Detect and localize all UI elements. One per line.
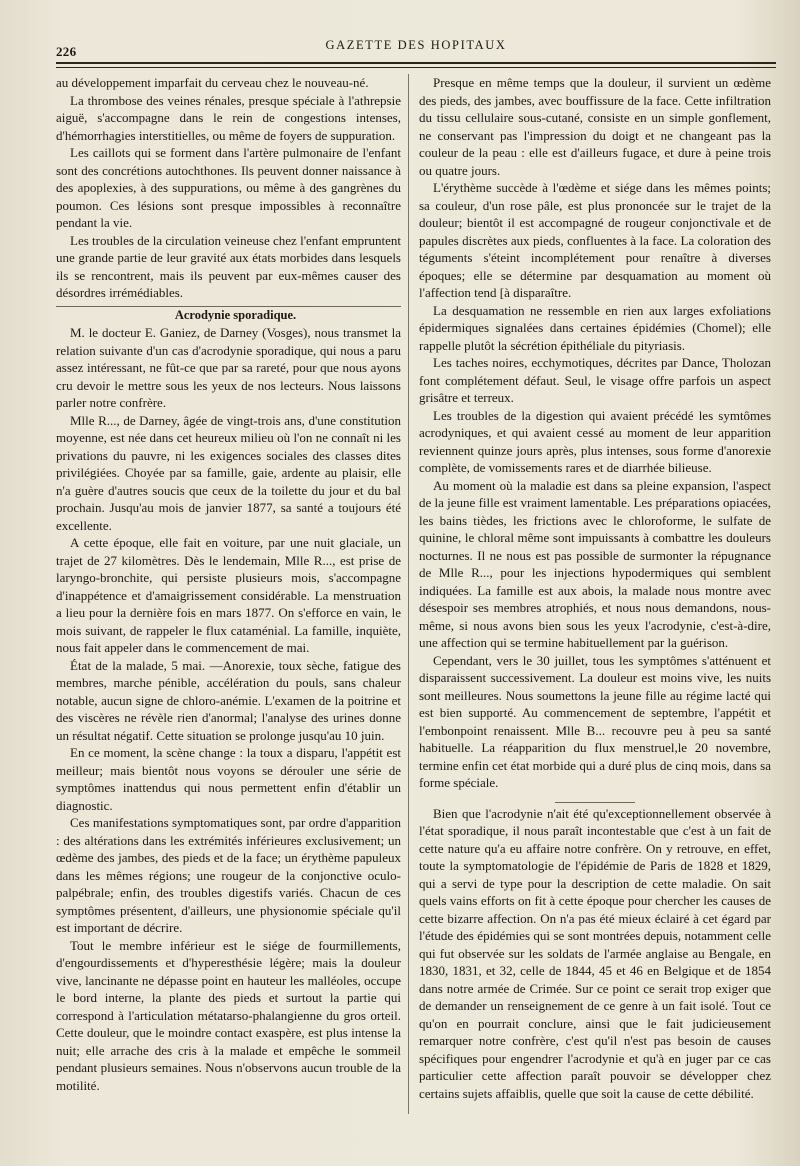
paragraph: Bien que l'acrodynie n'ait été qu'exceptionnellement observée à l'état sporadique, il nous paraît incontestable que c'est à un fait de cette nature qu'a eu affaire notre confrère. On y retrouve, en effet, toute la symptomatologie de l'épidémie de Paris de 1828 et 1829, qui a servi de type pour la description de cette maladie. On sait quels vains efforts on fit à cette époque pour chercher les causes de cette bizarre affection. On n'a pas été mieux éclairé à cet égard par l'étude des épidémies qui se sont montrées depuis, notamment celle qui fut observée sur les soldats de l'armée anglaise au Bengale, en 1830, 1831, et 32, celle de 1844, 45 et 46 en Belgique et de 1854 dans notre armée de Crimée. Sur ce point ce serait trop exiger que de demander un renseignement de ce genre à un fait isolé. Tout ce qu'on en pourrait conclure, ainsi que le fait judicieusement remarquer notre confrère, c'est qu'il n'est pas besoin de causes spécifiques pour engendrer l'acrodynie et qu'à en juger par ce cas particulier cette affection paraît pouvoir se développer chez certains sujets affaiblis, quelle que soit la cause de cette débilité. [419,805,771,1101]
page-header [56,38,776,60]
paragraph: Tout le membre inférieur est le siége de fourmillements, d'engourdissements et d'hyperesthésie légère; mais la douleur vive, lancinante ne dépasse point en hauteur les malléoles, occupe le bord interne, la plante des pieds et surtout la partie qui correspond à l'articulation métatarso-phalangienne du gros orteil. Cette douleur, que le moindre contact exaspère, est plus intense la nuit; elle arrache des cris à la malade et empêche le sommeil pendant plusieurs semaines. Nous n'observons aucun trouble de la motilité. [56,937,401,1093]
paragraph: Au moment où la maladie est dans sa pleine expansion, l'aspect de la jeune fille est vraiment lamentable. Les préparations opiacées, les bains tièdes, les frictions avec le chloroforme, le sulfate de quinine, le chloral même sont impuissants à combattre les douleurs nocturnes. Il ne nous est pas possible de surmonter la répugnance de Mlle R..., pour les injections hypodermiques qui semblent indiquées. La famille est aux abois, la malade nous montre avec désespoir ses membres atrophiés, et nous nous demandons, nous-même, si nous avons bien sous les yeux l'acrodynie, c'est-à-dire, une affection qui se termine habituellement par la guérison. [419,477,771,650]
left-column [56,74,401,1094]
paragraph: La thrombose des veines rénales, presque spéciale à l'athrepsie aiguë, s'accompagne dans le rein de congestions intenses, d'hémorrhagies interstitielles, ou même de foyers de suppuration. [56,92,401,143]
paragraph: A cette époque, elle fait en voiture, par une nuit glaciale, un trajet de 27 kilomètres. Dès le lendemain, Mlle R..., est prise de laryngo-bronchite, qui persiste plusieurs mois, s'accompagne d'inappétence et d'amaigrissement considérable. La menstruation a lieu pour la dernière fois en mars 1877. On s'efforce en vain, le mois suivant, de rappeler le flux cataménial. La famille, inquiète, nous fait appeler dans le commencement de mai. [56,535,401,655]
right-column [419,74,771,1102]
paragraph: Les caillots qui se forment dans l'artère pulmonaire de l'enfant sont des concrétions autochthones. Ils peuvent donner naissance à des apoplexies, à des suppurations, ou même à des gangrènes du poumon. Ces lésions sont presque impossibles à reconnaître pendant la vie. [56,145,401,230]
page-number: 226 [56,44,77,59]
paragraph: M. le docteur E. Ganiez, de Darney (Vosges), nous transmet la relation suivante d'un cas d'acrodynie sporadique, qui nous a paru assez intéressant, ne fût-ce que par sa rareté, pour que nous ayons cru devoir le mettre sous les yeux de nos lecteurs. Nous laissons parler notre confrère. [56,325,401,410]
paragraph: Les troubles de la digestion qui avaient précédé les symtômes acrodyniques, et qui avaient cessé au moment de leur apparition reviennent quinze jours après, plus intenses, sous forme d'anorexie complète, de vomissements rares et de diarrhée bilieuse. [419,407,771,475]
header-rule-thin [56,67,776,68]
paragraph: État de la malade, 5 mai. —Anorexie, toux sèche, fatigue des membres, marche pénible, accélération du pouls, sans chaleur notable, aucun signe de chloro-anémie. L'examen de la poitrine et des viscères ne révèle rien d'anormal; l'analyse des urines donne un résultat négatif. Cette situation se prolonge jusqu'au 10 juin. [56,657,401,743]
paragraph: Cependant, vers le 30 juillet, tous les symptômes s'atténuent et disparaissent successivement. La douleur est moins vive, les nuits sont meilleures. Nous soumettons la jeune fille au régime lacté qui est bien supporté. Au commencement de septembre, l'appétit et l'embonpoint renaissent. Mlle B... recouvre peu à peu sa santé habituelle. La réapparition du flux menstruel,le 20 novembre, termine enfin cet état morbide qui a duré plus de cinq mois, dans sa forme spéciale. [419,652,771,790]
paragraph: Presque en même temps que la douleur, il survient un œdème des pieds, des jambes, avec bouffissure de la face. Cette infiltration du tissu cellulaire sous-cutané, consiste en un simple gonflement, ne conservant pas l'impression du doigt et ne changeant pas la couleur de la peau : elle est d'ailleurs fugace, et dure à peine trois ou quatre jours. [419,75,771,178]
paragraph: Mlle R..., de Darney, âgée de vingt-trois ans, d'une constitution moyenne, est née dans cet heureux milieu où l'on ne connaît ni les privations du pauvre, ni les exigences sociales des classes dites privilégiées. Choyée par sa famille, gaie, ardente au plaisir, elle n'a guère d'autres soucis que ceux de la toilette du jour et du bal prochain. Jusqu'au mois de janvier 1877, sa santé a toujours été excellente. [56,412,401,533]
paragraph: Ces manifestations symptomatiques sont, par ordre d'apparition : des altérations dans les extrémités inférieures exclusivement; un œdème des jambes, des pieds et de la face; un érythème papuleux dans les mêmes régions; une rougeur de la conjonctive oculo-palpébrale; enfin, des troubles digestifs variés. Chacun de ces symptômes présentent, d'ailleurs, une physionomie spéciale qu'il est important de décrire. [56,815,401,935]
paragraph: au développement imparfait du cerveau chez le nouveau-né. [56,75,369,90]
column-divider [408,74,409,1114]
header-rule [56,62,776,64]
paragraph: L'érythème succède à l'œdème et siége dans les mêmes points; sa couleur, d'un rose pâle, est plus prononcée sur le trajet de la douleur; bientôt il est accompagné de rougeur conjonctivale et de papules discrètes aux pieds, confluentes à la face. La coloration des téguments s'éteint incomplétement pour renaître à diverses époques; elle se détermine par desquamation au moment où l'affection tend [à disparaître. [419,180,771,300]
running-title: GAZETTE DES HOPITAUX [325,38,507,52]
paragraph-separator [555,802,635,803]
paragraph: Les taches noires, ecchymotiques, décrites par Dance, Tholozan font complétement défaut. Seul, le visage offre parfois un aspect grisâtre et terreux. [419,355,771,405]
paragraph: En ce moment, la scène change : la toux a disparu, l'appétit est meilleur; mais bientôt nous voyons se dérouler une série de symptômes inattendus qui nous permettent enfin d'établir un diagnostic. [56,745,401,813]
paragraph: La desquamation ne ressemble en rien aux larges exfoliations épidermiques signalées dans certaines épidémies (Chomel); elle rappelle plutôt la sécrétion épithéliale du pityriasis. [419,302,771,353]
paragraph: Les troubles de la circulation veineuse chez l'enfant empruntent une grande partie de leur gravité aux états morbides dans lesquels ils se rencontrent, mais ils peuvent par eux-mêmes causer des désordres irrémédiables. [56,232,401,300]
section-title: Acrodynie sporadique. [174,307,297,322]
